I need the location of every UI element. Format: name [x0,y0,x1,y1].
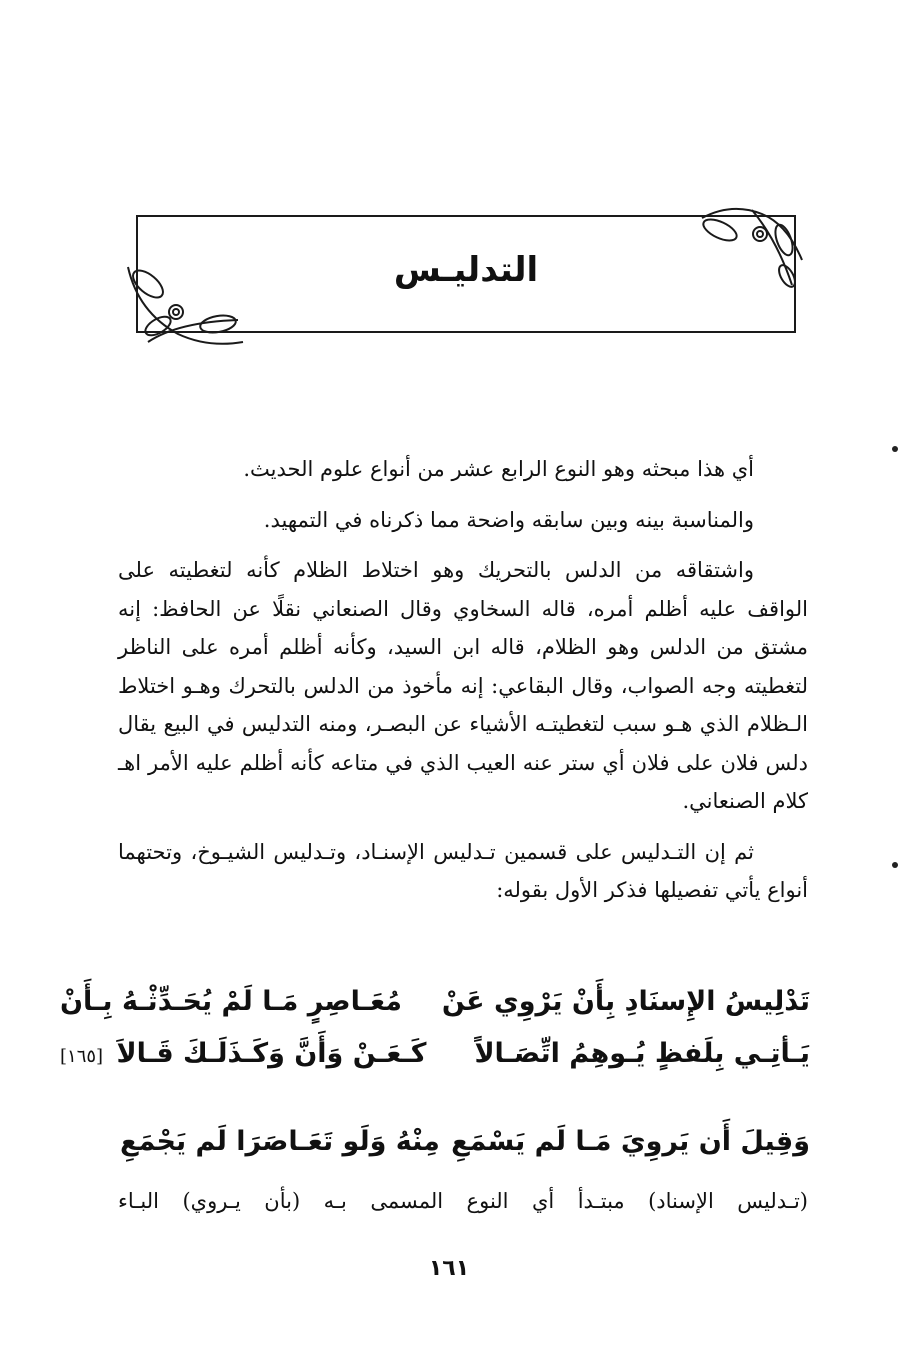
verse-line [120,1115,810,1167]
verse-block [60,975,810,1079]
paragraph: أي هذا مبحثه وهو النوع الرابع عشر من أنواع علوم الحديث. [243,457,754,481]
verse-block [120,1115,810,1167]
verse-first-hemistich: وَقِيلَ أَن يَروِيَ مَـا لَم يَسْمَعِ [451,1125,810,1157]
verse-number: [١٦٥] [60,1045,104,1067]
paragraph: واشتقاقه من الدلس بالتحريك وهو اختلاط الظلام كأنه لتغطيته على الواقف عليه أظلم أمره، قاله السخاوي وقال الصنعاني نقلًا عن الحافظ: إنه مشتق من الدلس وهو الظلام، قاله ابن السيد، وكأنه أظلم أمره على الناظر لتغطيته وجه الصواب، وقال البقاعي: إنه مأخوذ من الدلس بالتحرك وهـو اختلاط الـظلام الذي هـو سبب لتغطيتـه الأشياء عن البصـر، ومنه التدليس في البيع يقال دلس فلان على فلان أي ستر عنه العيب الذي في متاعه كأنه أظلم عليه الأمر اهـ كلام الصنعاني. [118,558,808,813]
body-text [118,450,808,922]
page-number: ١٦١ [428,1256,470,1281]
chapter-title: التدليـس [393,250,539,290]
paragraph: ثم إن التـدليس على قسمين تـدليس الإسنـاد، وتـدليس الشيـوخ، وتحتهما أنواع يأتي تفصيلها فذكر الأول بقوله: [118,839,808,902]
margin-mark [892,862,898,868]
verse-line [60,975,810,1027]
paragraph: والمناسبة بينه وبين سابقه واضحة مما ذكرناه في التمهيد. [263,507,754,532]
verse-first-hemistich: تَدْلِيسُ الإِسنَادِ بِأَنْ يَرْوِي عَنْ [441,985,810,1017]
verse-line [60,1027,810,1079]
verse-second-hemistich [60,1038,426,1069]
commentary-line: (تـدليس الإسناد) مبتـدأ أي النوع المسمى بـه (بأن يـروي) البـاء [118,1189,808,1213]
verse-second-hemistich: مِنْهُ وَلَو تَعَـاصَرَا لَم يَجْمَعِ [120,1125,440,1157]
verse-second-hemistich: مُعَـاصِرٍ مَـا لَمْ يُحَـدِّثْـهُ بِـأَنْ [60,985,402,1017]
margin-mark [892,446,898,452]
verse-first-hemistich: يَـأتِـي بِلَفظٍ يُـوهِمُ اتِّصَـالاً [474,1037,810,1069]
verse-second-text: كَـعَـنْ وَأَنَّ وَكَـذَلَـكَ قَـالاَ [116,1037,427,1069]
